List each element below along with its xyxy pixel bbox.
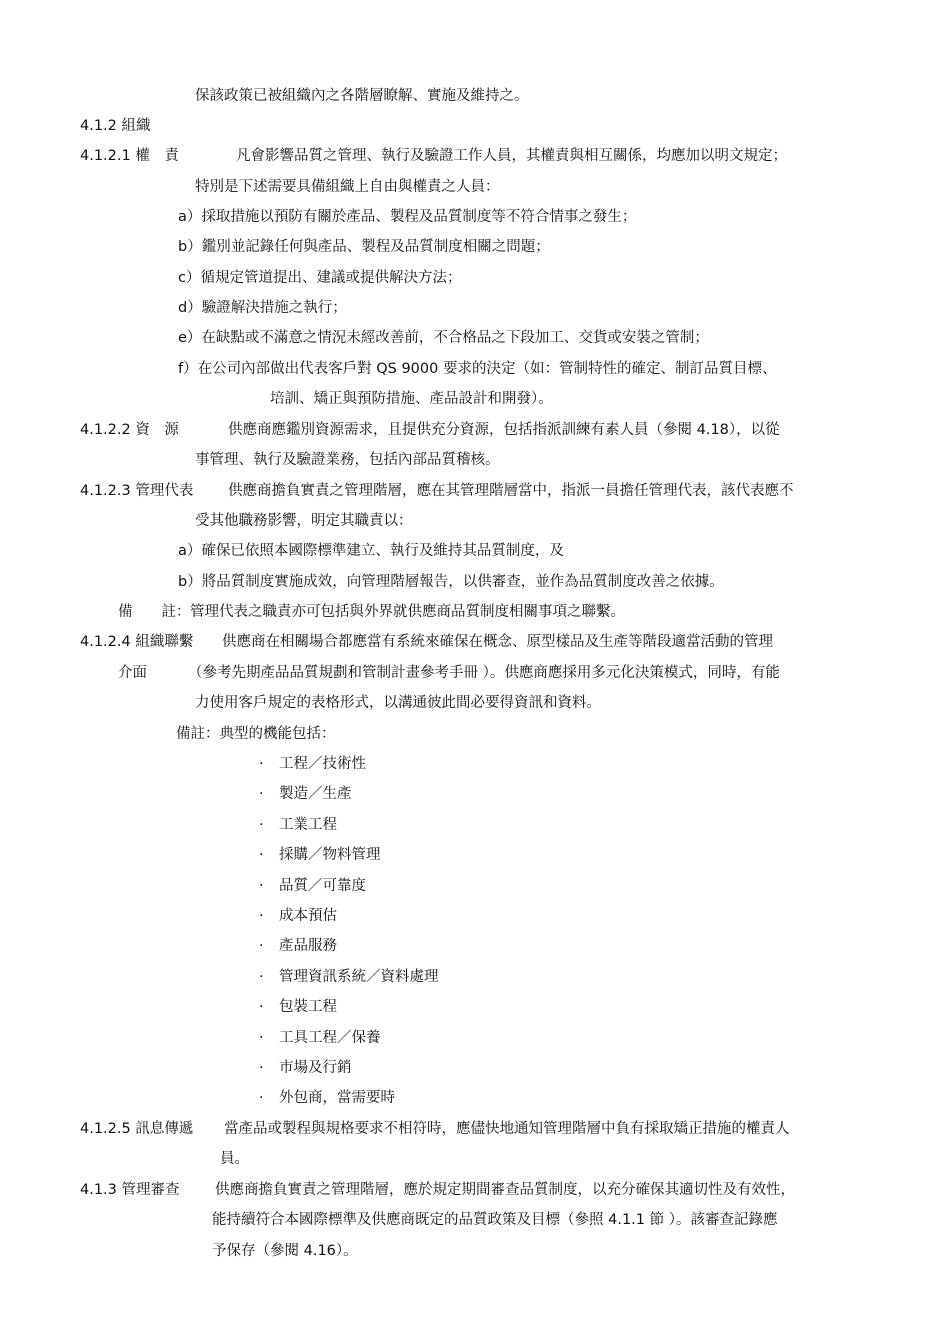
note-text: 備註：典型的機能包括： [176, 726, 336, 742]
bullet-dot-icon: · [259, 969, 264, 985]
text-line: （參考先期產品品質規劃和管制計畫參考手冊 ）。供應商應採用多元化決策模式，同時，有能 [188, 665, 780, 681]
bullet-item: · 工程／技術性 [259, 756, 366, 772]
bullet-dot-icon: · [259, 817, 264, 833]
bullet-dot-icon: · [259, 999, 264, 1015]
bullet-dot-icon: · [259, 756, 264, 772]
bullet-dot-icon: · [259, 847, 264, 863]
clause-heading-cont: 介面 [118, 665, 147, 681]
bullet-item: · 採購／物料管理 [259, 847, 381, 863]
bullet-item: · 包裝工程 [259, 999, 337, 1015]
bullet-item: · 產品服務 [259, 938, 337, 954]
bullet-item: · 工業工程 [259, 817, 337, 833]
text-line: 事管理、執行及驗證業務，包括內部品質稽核。 [195, 452, 500, 468]
clause-heading: 4.1.2.2 資 源 [80, 422, 179, 438]
text-line: 凡會影響品質之管理、執行及驗證工作人員，其權責與相互關係，均應加以明文規定； [236, 148, 787, 164]
list-item: a）確保已依照本國際標準建立、執行及維持其品質制度，及 [178, 543, 564, 559]
text-line: 供應商應鑑別資源需求，且提供充分資源，包括指派訓練有素人員（參閱 4.18），以從 [228, 422, 780, 438]
bullet-dot-icon: · [259, 938, 264, 954]
list-item: b）鑑別並記錄任何與產品、製程及品質制度相關之問題； [178, 239, 550, 255]
bullet-item: · 市場及行銷 [259, 1060, 352, 1076]
text-line: 當產品或製程與規格要求不相符時，應儘快地通知管理階層中負有採取矯正措施的權責人 [224, 1121, 790, 1137]
text-line: 員。 [220, 1151, 249, 1167]
list-item: e）在缺點或不滿意之情況未經改善前，不合格品之下段加工、交貨或安裝之管制； [178, 330, 709, 346]
note-label: 備 註： [118, 604, 191, 620]
bullet-dot-icon: · [259, 878, 264, 894]
list-item: f）在公司內部做出代表客戶對 QS 9000 要求的決定（如：管制特性的確定、制訂品質目標、 [178, 361, 777, 377]
bullet-item: · 管理資訊系統／資料處理 [259, 969, 439, 985]
clause-heading: 4.1.2.1 權 責 [80, 148, 179, 164]
text-line: 供應商在相關場合都應當有系統來確保在概念、原型樣品及生產等階段適當活動的管理 [222, 634, 773, 650]
bullet-dot-icon: · [259, 786, 264, 802]
note-text: 管理代表之職責亦可包括與外界就供應商品質制度相關事項之聯繫。 [190, 604, 625, 620]
text-line: 予保存（參閱 4.16）。 [212, 1243, 358, 1259]
list-item: d）驗證解決措施之執行； [178, 300, 347, 316]
bullet-dot-icon: · [259, 1030, 264, 1046]
clause-heading: 4.1.2.5 訊息傳遞 [80, 1121, 194, 1137]
text-line: 力使用客戶規定的表格形式，以溝通彼此間必要得資訊和資料。 [195, 695, 601, 711]
bullet-item: · 工具工程／保養 [259, 1030, 381, 1046]
list-item: c）循規定管道提出、建議或提供解決方法； [178, 270, 462, 286]
clause-heading: 4.1.2.4 組織聯繫 [80, 634, 194, 650]
section-heading: 4.1.3 管理審查 [80, 1182, 180, 1198]
bullet-item: · 品質／可靠度 [259, 878, 366, 894]
list-item: a）採取措施以預防有關於產品、製程及品質制度等不符合情事之發生； [178, 209, 637, 225]
text-line: 培訓、矯正與預防措施、產品設計和開發）。 [270, 391, 553, 407]
bullet-item: · 製造／生產 [259, 786, 352, 802]
text-line: 供應商擔負實責之管理階層，應於規定期間審查品質制度，以充分確保其適切性及有效性， [215, 1182, 795, 1198]
bullet-item: · 外包商，當需要時 [259, 1090, 395, 1106]
text-line: 保該政策已被組織內之各階層瞭解、實施及維持之。 [195, 88, 529, 104]
text-line: 受其他職務影響，明定其職責以： [195, 513, 413, 529]
bullet-dot-icon: · [259, 1090, 264, 1106]
bullet-dot-icon: · [259, 908, 264, 924]
bullet-item: · 成本預估 [259, 908, 337, 924]
text-line: 能持續符合本國際標準及供應商既定的品質政策及目標（參照 4.1.1 節 ）。該審查記錄應 [212, 1212, 778, 1228]
section-heading: 4.1.2 組織 [80, 118, 151, 134]
list-item: b）將品質制度實施成效，向管理階層報告，以供審查，並作為品質制度改善之依據。 [178, 574, 724, 590]
text-line: 供應商擔負實責之管理階層，應在其管理階層當中，指派一員擔任管理代表，該代表應不 [228, 483, 794, 499]
clause-heading: 4.1.2.3 管理代表 [80, 483, 194, 499]
text-line: 特別是下述需要具備組織上自由與權責之人員： [195, 179, 500, 195]
bullet-dot-icon: · [259, 1060, 264, 1076]
